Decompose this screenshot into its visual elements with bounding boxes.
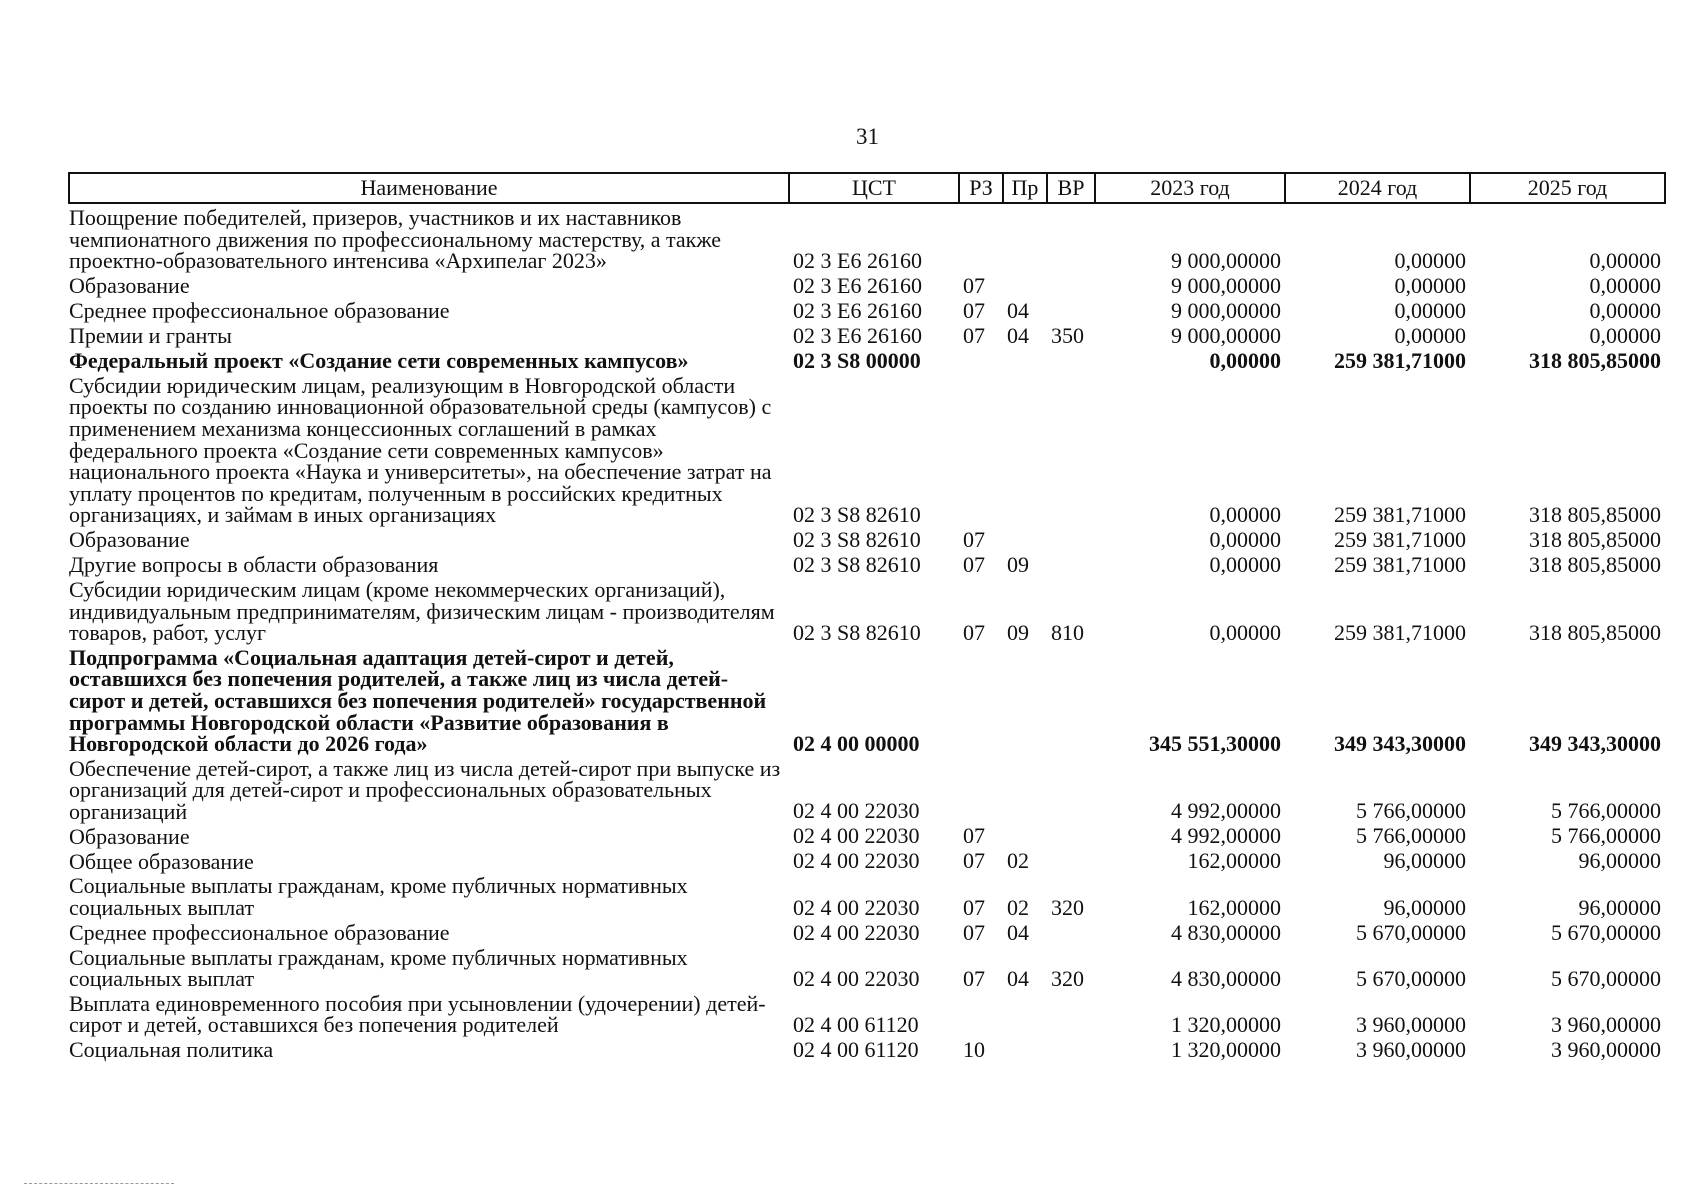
row-2025: 5 670,00000 — [1551, 919, 1661, 945]
row-cst: 02 4 00 22030 — [793, 848, 920, 874]
row-name: Социальные выплаты гражданам, кроме публичных нормативных социальных выплат — [69, 944, 688, 992]
row-cst: 02 3 S8 82610 — [793, 619, 921, 645]
row-rz: 07 — [963, 894, 985, 920]
row-2023: 1 320,00000 — [1171, 1037, 1281, 1063]
row-2025: 0,00000 — [1589, 272, 1661, 298]
row-pr: 09 — [1007, 619, 1029, 645]
row-rz: 07 — [963, 619, 985, 645]
row-rz — [959, 203, 1003, 272]
row-2024: 96,00000 — [1383, 894, 1466, 920]
header-2023: 2023 год — [1095, 173, 1285, 203]
table-row — [69, 822, 1665, 847]
header-2025: 2025 год — [1470, 173, 1665, 203]
row-2023: 4 992,00000 — [1171, 823, 1281, 849]
table-row — [69, 872, 1665, 918]
row-2023: 345 551,30000 — [1149, 730, 1281, 756]
row-rz — [959, 990, 1003, 1036]
row-name: Социальная политика — [69, 1037, 274, 1063]
row-name: Образование — [69, 823, 190, 849]
table-row — [69, 755, 1665, 823]
row-name: Подпрограмма «Социальная адаптация детей-сирот и детей, оставшихся без попечения родителей, а также лиц из числа детей-сирот и детей, оставшихся без попечения родителей» государственной программы Новгородской области «Развитие образования в Новгородской области до 2026 года» — [69, 644, 767, 757]
page-number: 31 — [856, 124, 879, 149]
row-rz: 07 — [963, 526, 985, 552]
row-vr — [1047, 297, 1095, 322]
row-2024: 3 960,00000 — [1356, 1012, 1466, 1038]
row-pr — [1003, 526, 1047, 551]
row-pr: 04 — [1007, 297, 1029, 323]
row-name: Субсидии юридическим лицам, реализующим в Новгородской области проекты по созданию инновационной образовательной среды (кампусов) с применением механизма концессионных соглашений в рамках федерального проекта «Создание сети современных кампусов» национального проекта «Наука и университеты», на обеспечение затрат на уплату процентов по кредитам, полученным в российских кредитных организациях, и займам в иных организациях — [69, 372, 772, 528]
row-rz — [959, 372, 1003, 526]
row-name: Среднее профессиональное образование — [69, 920, 450, 946]
row-2024: 259 381,71000 — [1334, 619, 1466, 645]
table-row — [69, 919, 1665, 944]
header-cst: ЦСТ — [789, 173, 959, 203]
row-2023: 9 000,00000 — [1171, 247, 1281, 273]
row-2023: 1 320,00000 — [1171, 1012, 1281, 1038]
row-2024: 0,00000 — [1394, 272, 1466, 298]
table-row — [69, 297, 1665, 322]
row-name: Федеральный проект «Создание сети современных кампусов» — [69, 348, 689, 374]
row-2025: 0,00000 — [1589, 322, 1661, 348]
row-2025: 96,00000 — [1578, 894, 1661, 920]
row-2025: 3 960,00000 — [1551, 1037, 1661, 1063]
row-vr — [1047, 644, 1095, 755]
header-vr: ВР — [1047, 173, 1095, 203]
row-name: Субсидии юридическим лицам (кроме некоммерческих организаций), индивидуальным предпринимателям, физическим лицам - производителям товаров, работ, услуг — [69, 576, 775, 646]
row-pr: 04 — [1007, 965, 1029, 991]
row-vr — [1047, 372, 1095, 526]
row-2023: 9 000,00000 — [1171, 297, 1281, 323]
row-rz: 07 — [963, 823, 985, 849]
row-cst: 02 4 00 22030 — [793, 894, 920, 920]
row-vr — [1047, 822, 1095, 847]
row-2025: 0,00000 — [1589, 297, 1661, 323]
row-name: Социальные выплаты гражданам, кроме публичных нормативных социальных выплат — [69, 873, 688, 921]
row-2024: 0,00000 — [1394, 322, 1466, 348]
row-2025: 318 805,85000 — [1529, 501, 1661, 527]
table-row — [69, 551, 1665, 576]
row-2025: 318 805,85000 — [1529, 551, 1661, 577]
row-cst: 02 4 00 22030 — [793, 965, 920, 991]
table-header-row — [69, 173, 1665, 203]
row-vr — [1047, 847, 1095, 872]
row-2025: 5 766,00000 — [1551, 798, 1661, 824]
row-vr: 320 — [1051, 965, 1084, 991]
row-vr: 320 — [1051, 894, 1084, 920]
budget-table — [68, 172, 1666, 1061]
row-2024: 5 670,00000 — [1356, 919, 1466, 945]
row-vr: 810 — [1051, 619, 1084, 645]
row-2025: 318 805,85000 — [1529, 619, 1661, 645]
table-row — [69, 203, 1665, 272]
row-rz: 07 — [963, 551, 985, 577]
header-rz: РЗ — [959, 173, 1003, 203]
row-2024: 96,00000 — [1383, 848, 1466, 874]
row-2025: 5 670,00000 — [1551, 965, 1661, 991]
header-2024: 2024 год — [1285, 173, 1470, 203]
row-pr: 02 — [1007, 848, 1029, 874]
row-cst: 02 4 00 22030 — [793, 919, 920, 945]
row-pr — [1003, 990, 1047, 1036]
row-pr: 04 — [1007, 919, 1029, 945]
row-rz — [959, 755, 1003, 823]
row-vr — [1047, 1036, 1095, 1061]
row-cst: 02 4 00 61120 — [793, 1037, 919, 1063]
row-pr: 09 — [1007, 551, 1029, 577]
row-vr — [1047, 919, 1095, 944]
row-2025: 3 960,00000 — [1551, 1012, 1661, 1038]
table-row — [69, 847, 1665, 872]
table-row — [69, 372, 1665, 526]
row-cst: 02 3 Е6 26160 — [793, 297, 922, 323]
row-rz: 07 — [963, 965, 985, 991]
table-row — [69, 1036, 1665, 1061]
row-rz: 07 — [963, 848, 985, 874]
row-pr — [1003, 372, 1047, 526]
row-pr — [1003, 822, 1047, 847]
row-cst: 02 3 S8 82610 — [793, 501, 921, 527]
row-2023: 4 830,00000 — [1171, 919, 1281, 945]
row-2025: 318 805,85000 — [1529, 347, 1661, 373]
row-2023: 162,00000 — [1187, 894, 1281, 920]
row-vr — [1047, 272, 1095, 297]
table-row — [69, 322, 1665, 347]
row-2024: 3 960,00000 — [1356, 1037, 1466, 1063]
row-cst: 02 3 Е6 26160 — [793, 322, 922, 348]
row-2025: 96,00000 — [1578, 848, 1661, 874]
row-2023: 0,00000 — [1209, 526, 1281, 552]
row-rz — [959, 644, 1003, 755]
row-name: Другие вопросы в области образования — [69, 552, 439, 578]
row-vr: 350 — [1051, 322, 1084, 348]
row-2024: 259 381,71000 — [1334, 347, 1466, 373]
row-2024: 0,00000 — [1394, 247, 1466, 273]
row-pr — [1003, 272, 1047, 297]
row-name: Общее образование — [69, 848, 254, 874]
row-pr — [1003, 1036, 1047, 1061]
row-2023: 162,00000 — [1187, 848, 1281, 874]
row-rz: 07 — [963, 272, 985, 298]
row-name: Среднее профессиональное образование — [69, 298, 450, 324]
table-row — [69, 272, 1665, 297]
row-2024: 259 381,71000 — [1334, 526, 1466, 552]
row-2023: 0,00000 — [1209, 619, 1281, 645]
row-2023: 0,00000 — [1209, 347, 1281, 373]
row-cst: 02 3 S8 82610 — [793, 551, 921, 577]
row-2025: 5 766,00000 — [1551, 823, 1661, 849]
row-cst: 02 3 Е6 26160 — [793, 247, 922, 273]
row-2023: 0,00000 — [1209, 501, 1281, 527]
row-name: Поощрение победителей, призеров, участников и их наставников чемпионатного движения по профессиональному мастерству, а также проектно-образовательного интенсива «Архипелаг 2023» — [69, 205, 722, 274]
row-vr — [1047, 347, 1095, 372]
row-cst: 02 3 Е6 26160 — [793, 272, 922, 298]
row-2023: 4 992,00000 — [1171, 798, 1281, 824]
row-pr: 02 — [1007, 894, 1029, 920]
row-2024: 259 381,71000 — [1334, 501, 1466, 527]
row-name: Выплата единовременного пособия при усыновлении (удочерении) детей-сирот и детей, оставшихся без попечения родителей — [69, 990, 766, 1038]
row-pr — [1003, 347, 1047, 372]
row-rz: 07 — [963, 297, 985, 323]
table-row-bold — [69, 347, 1665, 372]
table-row — [69, 944, 1665, 990]
table-row — [69, 576, 1665, 644]
row-2024: 0,00000 — [1394, 297, 1466, 323]
row-pr: 04 — [1007, 322, 1029, 348]
row-cst: 02 4 00 00000 — [793, 730, 920, 756]
row-vr — [1047, 755, 1095, 823]
row-cst: 02 4 00 61120 — [793, 1012, 919, 1038]
row-2024: 5 766,00000 — [1356, 823, 1466, 849]
row-name: Образование — [69, 273, 190, 299]
row-pr — [1003, 755, 1047, 823]
row-2023: 0,00000 — [1209, 551, 1281, 577]
row-2023: 9 000,00000 — [1171, 272, 1281, 298]
row-2023: 4 830,00000 — [1171, 965, 1281, 991]
row-cst: 02 3 S8 82610 — [793, 526, 921, 552]
row-2025: 0,00000 — [1589, 247, 1661, 273]
row-2023: 9 000,00000 — [1171, 322, 1281, 348]
row-rz: 07 — [963, 919, 985, 945]
table-row — [69, 990, 1665, 1036]
row-name: Обеспечение детей-сирот, а также лиц из числа детей-сирот при выпуске из организаций для детей-сирот и профессиональных образовательных организаций — [69, 755, 781, 824]
table-row — [69, 526, 1665, 551]
table-row-bold — [69, 644, 1665, 755]
row-name: Образование — [69, 527, 190, 553]
row-vr — [1047, 526, 1095, 551]
row-rz: 07 — [963, 322, 985, 348]
row-vr — [1047, 551, 1095, 576]
row-rz — [959, 347, 1003, 372]
row-cst: 02 4 00 22030 — [793, 798, 920, 824]
row-2024: 349 343,30000 — [1334, 730, 1466, 756]
scan-artifact-line — [24, 1183, 174, 1184]
row-vr — [1047, 990, 1095, 1036]
row-rz: 10 — [963, 1037, 985, 1063]
row-pr — [1003, 644, 1047, 755]
row-2024: 5 766,00000 — [1356, 798, 1466, 824]
header-pr: Пр — [1003, 173, 1047, 203]
row-2024: 5 670,00000 — [1356, 965, 1466, 991]
row-2025: 349 343,30000 — [1529, 730, 1661, 756]
row-cst: 02 3 S8 00000 — [793, 347, 921, 373]
row-2024: 259 381,71000 — [1334, 551, 1466, 577]
row-pr — [1003, 203, 1047, 272]
header-name: Наименование — [69, 173, 789, 203]
row-2025: 318 805,85000 — [1529, 526, 1661, 552]
row-cst: 02 4 00 22030 — [793, 823, 920, 849]
row-name: Премии и гранты — [69, 323, 232, 349]
row-vr — [1047, 203, 1095, 272]
